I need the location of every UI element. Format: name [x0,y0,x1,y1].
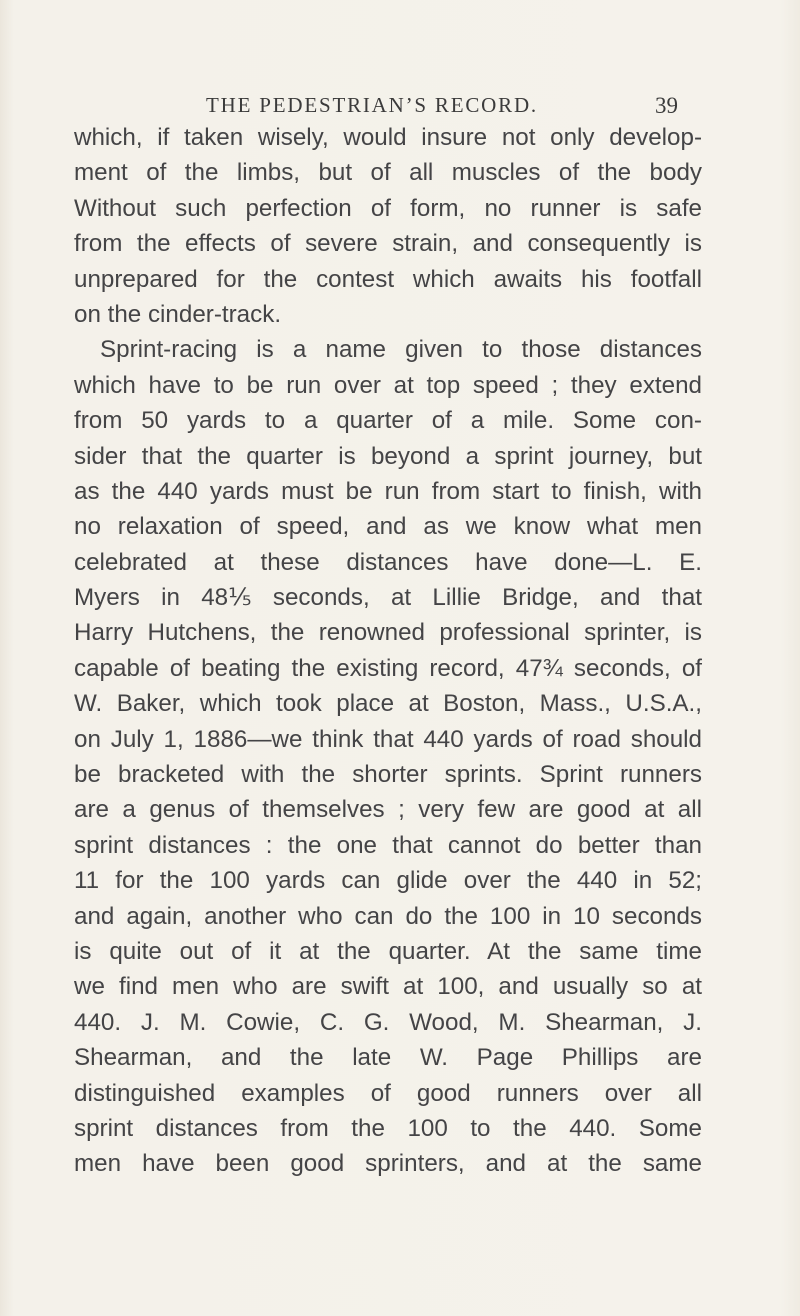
text-line: celebrated at these distances have done—L. E. [74,548,702,576]
text-line: Myers in 48⅕ seconds, at Lillie Bridge, and that [74,584,702,612]
text-line: is quite out of it at the quarter. At the same time [74,937,702,965]
text-line: and again, another who can do the 100 in 10 seconds [74,902,702,930]
text-line: unprepared for the contest which awaits his footfall [74,265,702,293]
text-line: from the effects of severe strain, and consequently is [74,230,702,258]
text-line: Harry Hutchens, the renowned professional sprinter, is [74,619,702,647]
text-line: we find men who are swift at 100, and usually so at [74,973,702,1001]
paragraph-start-line: Sprint-racing is a name given to those distances [100,336,702,364]
text-line: capable of beating the existing record, 47¾ seconds, of [74,654,702,682]
text-line: 440. J. M. Cowie, C. G. Wood, M. Shearman, J. [74,1008,702,1036]
text-line: sprint distances from the 100 to the 440. Some [74,1114,702,1142]
text-line: are a genus of themselves ; very few are good at all [74,796,702,824]
text-line: sider that the quarter is beyond a sprint journey, but [74,442,702,470]
text-line: W. Baker, which took place at Boston, Mass., U.S.A., [74,690,702,718]
text-line: sprint distances : the one that cannot do better than [74,831,702,859]
text-line: Shearman, and the late W. Page Phillips are [74,1044,702,1072]
text-line: distinguished examples of good runners over all [74,1079,702,1107]
text-line: Without such perfection of form, no runner is safe [74,194,702,222]
text-line: on July 1, 1886—we think that 440 yards of road should [74,725,702,753]
text-line: 11 for the 100 yards can glide over the 440 in 52; [74,867,702,895]
text-line: from 50 yards to a quarter of a mile. Some con- [74,407,702,435]
text-line: be bracketed with the shorter sprints. Sprint runners [74,761,702,789]
text-line: which have to be run over at top speed ; they extend [74,371,702,399]
text-line: as the 440 yards must be run from start to finish, with [74,477,702,505]
running-title: THE PEDESTRIAN’S RECORD. [206,93,538,117]
text-line: which, if taken wisely, would insure not only develop- [74,124,702,151]
text-line: ment of the limbs, but of all muscles of the body [74,159,702,187]
body-text [74,120,702,1182]
text-line: men have been good sprinters, and at the same [74,1150,702,1178]
page-number: 39 [655,93,678,118]
text-line: on the cinder-track. [74,300,282,328]
text-line: no relaxation of speed, and as we know what men [74,513,702,541]
